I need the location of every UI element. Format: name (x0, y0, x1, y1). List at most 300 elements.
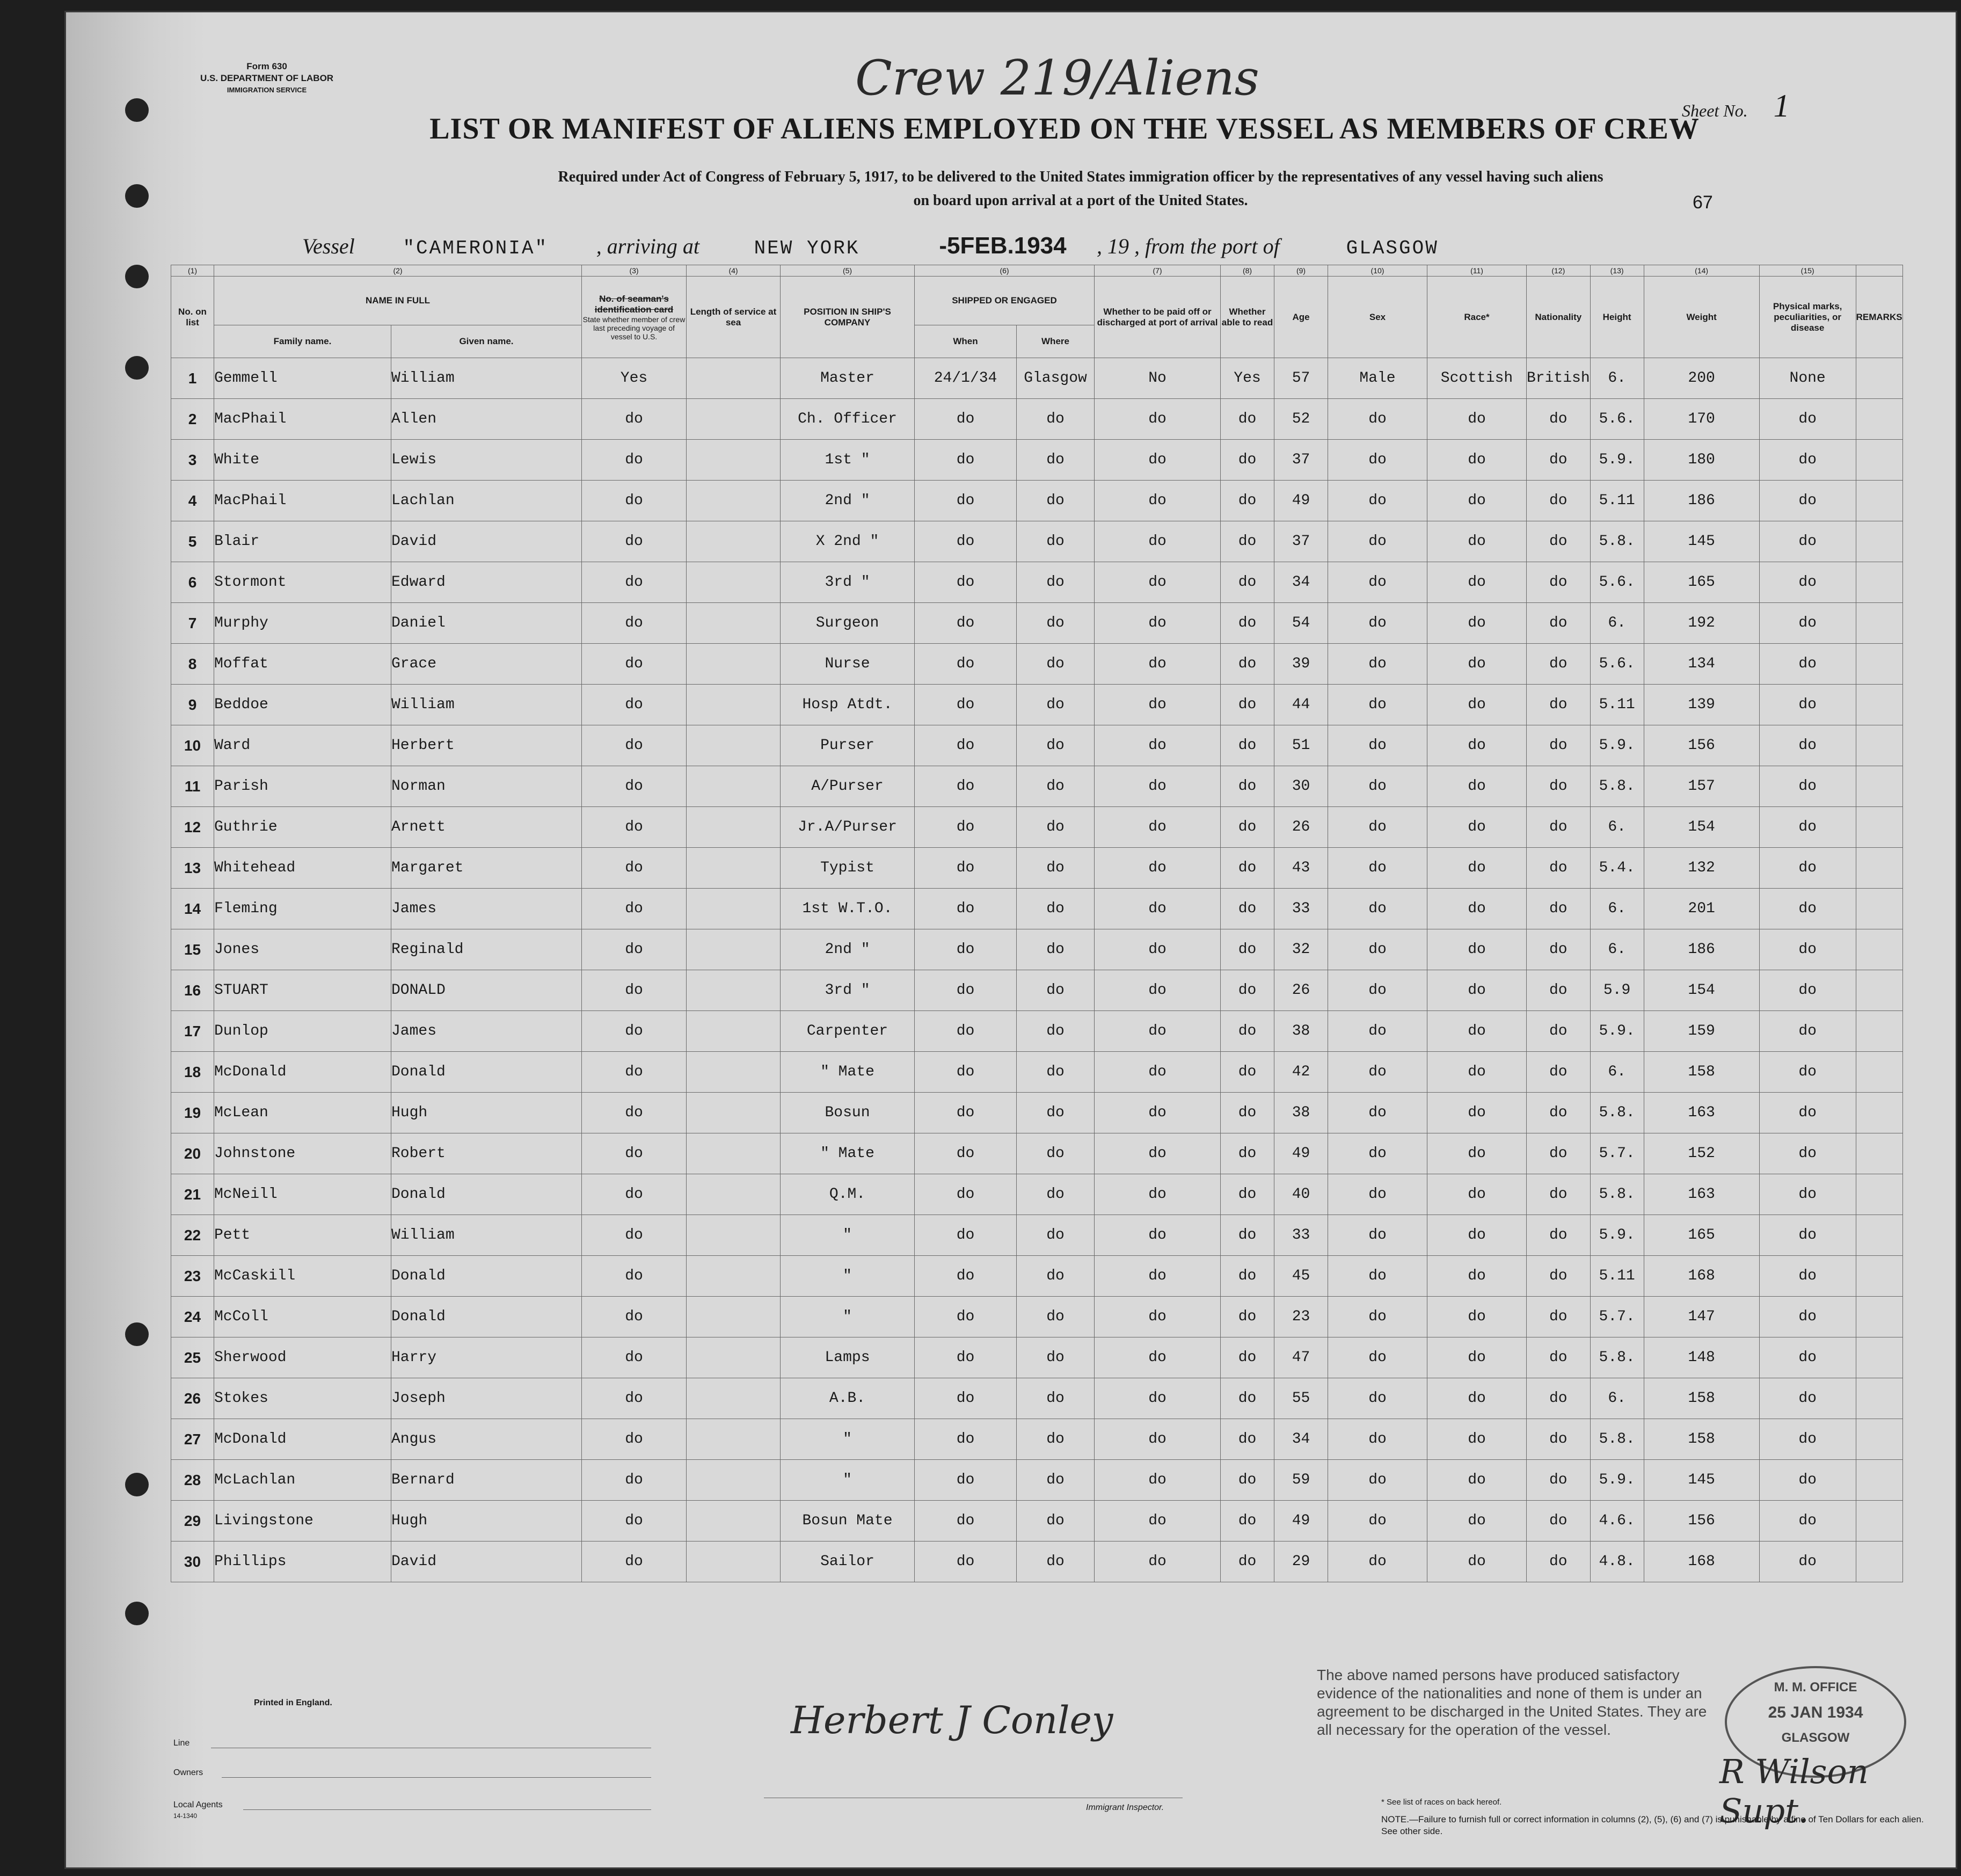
col-num-5: (5) (781, 265, 915, 277)
inspector-title: Immigrant Inspector. (1086, 1803, 1164, 1812)
race-cell: do (1427, 1215, 1527, 1256)
position-cell: 3rd " (781, 562, 915, 603)
position-cell: 2nd " (781, 481, 915, 521)
height-cell: 4.8. (1590, 1541, 1644, 1582)
physical-marks-cell: do (1759, 929, 1856, 970)
weight-cell: 139 (1644, 685, 1759, 725)
height-cell: 5.9 (1590, 970, 1644, 1011)
sex-cell: do (1328, 807, 1427, 848)
header-remarks: REMARKS (1856, 277, 1902, 358)
remarks-cell (1856, 521, 1902, 562)
position-cell: Bosun Mate (781, 1501, 915, 1541)
able-to-read-cell: do (1221, 644, 1274, 685)
line-label: Line (173, 1739, 190, 1748)
remarks-cell (1856, 929, 1902, 970)
shipped-when-cell: do (915, 440, 1017, 481)
race-cell: do (1427, 562, 1527, 603)
previous-voyage-cell: do (582, 1133, 687, 1174)
height-cell: 5.11 (1590, 685, 1644, 725)
family-name-cell: Moffat (214, 644, 391, 685)
weight-cell: 163 (1644, 1174, 1759, 1215)
height-cell: 5.9. (1590, 1460, 1644, 1501)
length-of-service-cell (687, 889, 781, 929)
header-name-in-full: NAME IN FULL (214, 277, 582, 325)
height-cell: 6. (1590, 807, 1644, 848)
age-cell: 49 (1274, 1501, 1328, 1541)
given-name-cell: Margaret (391, 848, 582, 889)
from-label: , from the port of (1134, 234, 1280, 258)
position-cell: A.B. (781, 1378, 915, 1419)
weight-cell: 145 (1644, 1460, 1759, 1501)
shipped-where-cell: do (1017, 1378, 1095, 1419)
stamp-date: 25 JAN 1934 (1768, 1704, 1863, 1721)
family-name-cell: Guthrie (214, 807, 391, 848)
table-row (171, 440, 1903, 481)
family-name-cell: Blair (214, 521, 391, 562)
shipped-when-cell: do (915, 1052, 1017, 1093)
sex-cell: do (1328, 1133, 1427, 1174)
table-row (171, 358, 1903, 399)
paid-off-cell: do (1095, 1297, 1221, 1337)
race-cell: do (1427, 970, 1527, 1011)
paid-off-cell: do (1095, 685, 1221, 725)
length-of-service-cell (687, 1215, 781, 1256)
position-cell: Master (781, 358, 915, 399)
position-cell: A/Purser (781, 766, 915, 807)
crew-number-cell: 7 (171, 603, 214, 644)
family-name-cell: McColl (214, 1297, 391, 1337)
physical-marks-cell: do (1759, 1052, 1856, 1093)
table-row (171, 644, 1903, 685)
crew-number-cell: 30 (171, 1541, 214, 1582)
header-physical-marks: Physical marks, peculiarities, or disease (1759, 277, 1856, 358)
able-to-read-cell: do (1221, 1215, 1274, 1256)
physical-marks-cell: do (1759, 970, 1856, 1011)
punch-hole (125, 1602, 149, 1625)
nationality-cell: do (1527, 1215, 1591, 1256)
able-to-read-cell: do (1221, 1419, 1274, 1460)
paid-off-cell: do (1095, 1133, 1221, 1174)
shipped-when-cell: do (915, 889, 1017, 929)
height-cell: 5.4. (1590, 848, 1644, 889)
shipped-where-cell: do (1017, 1337, 1095, 1378)
physical-marks-cell: do (1759, 1460, 1856, 1501)
nationality-cell: do (1527, 1541, 1591, 1582)
race-cell: do (1427, 399, 1527, 440)
shipped-when-cell: do (915, 1460, 1017, 1501)
remarks-cell (1856, 399, 1902, 440)
weight-cell: 186 (1644, 929, 1759, 970)
sex-cell: do (1328, 725, 1427, 766)
family-name-cell: MacPhail (214, 399, 391, 440)
physical-marks-cell: do (1759, 1419, 1856, 1460)
vessel-name: "CAMERONIA" (403, 237, 549, 259)
crew-number-cell: 8 (171, 644, 214, 685)
able-to-read-cell: do (1221, 1133, 1274, 1174)
owners-label: Owners (173, 1768, 203, 1777)
weight-cell: 158 (1644, 1052, 1759, 1093)
col-num-4: (4) (687, 265, 781, 277)
remarks-cell (1856, 562, 1902, 603)
length-of-service-cell (687, 358, 781, 399)
position-cell: Purser (781, 725, 915, 766)
age-cell: 59 (1274, 1460, 1328, 1501)
col-num-10: (10) (1328, 265, 1427, 277)
nationality-cell: do (1527, 807, 1591, 848)
weight-cell: 154 (1644, 807, 1759, 848)
height-cell: 5.8. (1590, 766, 1644, 807)
remarks-cell (1856, 1501, 1902, 1541)
given-name-cell: Angus (391, 1419, 582, 1460)
paid-off-cell: do (1095, 1337, 1221, 1378)
year-label: , 19 (1097, 234, 1129, 258)
length-of-service-cell (687, 685, 781, 725)
given-name-cell: Herbert (391, 725, 582, 766)
race-cell: do (1427, 603, 1527, 644)
table-row (171, 603, 1903, 644)
weight-cell: 192 (1644, 603, 1759, 644)
length-of-service-cell (687, 1052, 781, 1093)
family-name-cell: McLachlan (214, 1460, 391, 1501)
col-num-1: (1) (171, 265, 214, 277)
previous-voyage-cell: do (582, 1501, 687, 1541)
remarks-cell (1856, 358, 1902, 399)
physical-marks-cell: do (1759, 1378, 1856, 1419)
race-cell: do (1427, 1133, 1527, 1174)
physical-marks-cell: do (1759, 1337, 1856, 1378)
sex-cell: do (1328, 929, 1427, 970)
given-name-cell: Arnett (391, 807, 582, 848)
length-of-service-cell (687, 399, 781, 440)
previous-voyage-cell: do (582, 1052, 687, 1093)
given-name-cell: James (391, 1011, 582, 1052)
previous-voyage-cell: do (582, 848, 687, 889)
crew-number-cell: 1 (171, 358, 214, 399)
sheet-number-label: Sheet No. (1682, 101, 1748, 120)
header-length-service: Length of service at sea (687, 277, 781, 358)
physical-marks-cell: do (1759, 603, 1856, 644)
crew-number-cell: 23 (171, 1256, 214, 1297)
header-family-name: Family name. (214, 325, 391, 358)
able-to-read-cell: do (1221, 521, 1274, 562)
table-row (171, 725, 1903, 766)
given-name-cell: William (391, 1215, 582, 1256)
paid-off-cell: do (1095, 807, 1221, 848)
nationality-cell: do (1527, 440, 1591, 481)
age-cell: 26 (1274, 970, 1328, 1011)
penalty-note: NOTE.—Failure to furnish full or correct information in columns (2), (5), (6) and (7) is punishable by a fine of Ten Dollars for each alien. See other side. (1381, 1814, 1924, 1836)
header-weight: Weight (1644, 277, 1759, 358)
remarks-cell (1856, 1460, 1902, 1501)
age-cell: 55 (1274, 1378, 1328, 1419)
position-cell: " Mate (781, 1133, 915, 1174)
sex-cell: do (1328, 1093, 1427, 1133)
previous-voyage-cell: do (582, 1337, 687, 1378)
col-num-14: (14) (1644, 265, 1759, 277)
age-cell: 54 (1274, 603, 1328, 644)
family-name-cell: McLean (214, 1093, 391, 1133)
shipped-when-cell: do (915, 603, 1017, 644)
crew-number-cell: 5 (171, 521, 214, 562)
able-to-read-cell: do (1221, 725, 1274, 766)
paid-off-cell: do (1095, 1501, 1221, 1541)
shipped-where-cell: do (1017, 1011, 1095, 1052)
nationality-cell: do (1527, 399, 1591, 440)
family-name-cell: Stokes (214, 1378, 391, 1419)
able-to-read-cell: do (1221, 399, 1274, 440)
family-name-cell: Murphy (214, 603, 391, 644)
family-name-cell: McDonald (214, 1419, 391, 1460)
table-row (171, 929, 1903, 970)
weight-cell: 156 (1644, 725, 1759, 766)
weight-cell: 168 (1644, 1541, 1759, 1582)
race-cell: do (1427, 1093, 1527, 1133)
length-of-service-cell (687, 725, 781, 766)
table-row (171, 1419, 1903, 1460)
able-to-read-cell: do (1221, 440, 1274, 481)
position-cell: X 2nd " (781, 521, 915, 562)
crew-number-cell: 13 (171, 848, 214, 889)
crew-number-cell: 28 (171, 1460, 214, 1501)
sex-cell: do (1328, 1215, 1427, 1256)
physical-marks-cell: do (1759, 1093, 1856, 1133)
length-of-service-cell (687, 1501, 781, 1541)
header-when: When (915, 325, 1017, 358)
weight-cell: 148 (1644, 1337, 1759, 1378)
family-name-cell: Parish (214, 766, 391, 807)
height-cell: 5.9. (1590, 1011, 1644, 1052)
family-name-cell: Johnstone (214, 1133, 391, 1174)
physical-marks-cell: do (1759, 1215, 1856, 1256)
position-cell: Jr.A/Purser (781, 807, 915, 848)
remarks-cell (1856, 1419, 1902, 1460)
previous-voyage-cell: do (582, 1419, 687, 1460)
remarks-cell (1856, 603, 1902, 644)
able-to-read-cell: Yes (1221, 358, 1274, 399)
page-title: LIST OR MANIFEST OF ALIENS EMPLOYED ON THE VESSEL AS MEMBERS OF CREW (429, 112, 1700, 146)
shipped-where-cell: do (1017, 929, 1095, 970)
length-of-service-cell (687, 1093, 781, 1133)
shipped-where-cell: do (1017, 1093, 1095, 1133)
shipped-when-cell: do (915, 399, 1017, 440)
physical-marks-cell: do (1759, 807, 1856, 848)
crew-number-cell: 24 (171, 1297, 214, 1337)
able-to-read-cell: do (1221, 807, 1274, 848)
height-cell: 5.6. (1590, 399, 1644, 440)
sex-cell: do (1328, 1541, 1427, 1582)
height-cell: 5.6. (1590, 644, 1644, 685)
nationality-cell: do (1527, 725, 1591, 766)
weight-cell: 147 (1644, 1297, 1759, 1337)
physical-marks-cell: do (1759, 1297, 1856, 1337)
given-name-cell: Robert (391, 1133, 582, 1174)
table-row (171, 1011, 1903, 1052)
shipped-where-cell: do (1017, 1052, 1095, 1093)
family-name-cell: Stormont (214, 562, 391, 603)
family-name-cell: McDonald (214, 1052, 391, 1093)
paid-off-cell: do (1095, 440, 1221, 481)
previous-voyage-cell: do (582, 644, 687, 685)
height-cell: 6. (1590, 1378, 1644, 1419)
shipped-where-cell: do (1017, 1174, 1095, 1215)
shipped-where-cell: do (1017, 889, 1095, 929)
crew-number-cell: 14 (171, 889, 214, 929)
position-cell: 1st W.T.O. (781, 889, 915, 929)
remarks-cell (1856, 1297, 1902, 1337)
length-of-service-cell (687, 562, 781, 603)
age-cell: 29 (1274, 1541, 1328, 1582)
subtitle-line-2: on board upon arrival at a port of the United States. (913, 192, 1248, 209)
nationality-cell: do (1527, 521, 1591, 562)
previous-voyage-cell: do (582, 562, 687, 603)
height-cell: 5.9. (1590, 440, 1644, 481)
family-name-cell: Sherwood (214, 1337, 391, 1378)
crew-number-cell: 2 (171, 399, 214, 440)
physical-marks-cell: do (1759, 1011, 1856, 1052)
shipped-when-cell: do (915, 1093, 1017, 1133)
nationality-cell: do (1527, 562, 1591, 603)
previous-voyage-cell: do (582, 440, 687, 481)
position-cell: Nurse (781, 644, 915, 685)
previous-voyage-cell: do (582, 1011, 687, 1052)
family-name-cell: Fleming (214, 889, 391, 929)
sex-cell: do (1328, 685, 1427, 725)
shipped-where-cell: do (1017, 1297, 1095, 1337)
able-to-read-cell: do (1221, 1052, 1274, 1093)
previous-voyage-cell: do (582, 1174, 687, 1215)
shipped-where-cell: do (1017, 603, 1095, 644)
length-of-service-cell (687, 929, 781, 970)
shipped-when-cell: do (915, 1501, 1017, 1541)
position-cell: " (781, 1256, 915, 1297)
given-name-cell: DONALD (391, 970, 582, 1011)
shipped-when-cell: do (915, 1174, 1017, 1215)
height-cell: 6. (1590, 1052, 1644, 1093)
previous-voyage-cell: do (582, 889, 687, 929)
able-to-read-cell: do (1221, 1297, 1274, 1337)
able-to-read-cell: do (1221, 1011, 1274, 1052)
family-name-cell: Pett (214, 1215, 391, 1256)
table-row (171, 807, 1903, 848)
sex-cell: do (1328, 1419, 1427, 1460)
position-cell: " (781, 1419, 915, 1460)
remarks-cell (1856, 644, 1902, 685)
family-name-cell: Livingstone (214, 1501, 391, 1541)
age-cell: 51 (1274, 725, 1328, 766)
weight-cell: 156 (1644, 1501, 1759, 1541)
remarks-cell (1856, 848, 1902, 889)
family-name-cell: White (214, 440, 391, 481)
shipped-when-cell: do (915, 1133, 1017, 1174)
height-cell: 5.9. (1590, 1215, 1644, 1256)
able-to-read-cell: do (1221, 603, 1274, 644)
header-paid-off: Whether to be paid off or discharged at port of arrival (1095, 277, 1221, 358)
nationality-cell: do (1527, 889, 1591, 929)
paid-off-cell: do (1095, 1256, 1221, 1297)
nationality-cell: do (1527, 1460, 1591, 1501)
given-name-cell: Donald (391, 1052, 582, 1093)
crew-number-cell: 29 (171, 1501, 214, 1541)
table-row (171, 1460, 1903, 1501)
paid-off-cell: No (1095, 358, 1221, 399)
shipped-where-cell: do (1017, 848, 1095, 889)
able-to-read-cell: do (1221, 1501, 1274, 1541)
table-row (171, 562, 1903, 603)
age-cell: 37 (1274, 440, 1328, 481)
given-name-cell: Joseph (391, 1378, 582, 1419)
physical-marks-cell: do (1759, 1541, 1856, 1582)
age-cell: 39 (1274, 644, 1328, 685)
sex-cell: do (1328, 1297, 1427, 1337)
remarks-cell (1856, 1378, 1902, 1419)
age-cell: 44 (1274, 685, 1328, 725)
given-name-cell: Norman (391, 766, 582, 807)
shipped-where-cell: do (1017, 1256, 1095, 1297)
previous-voyage-cell: do (582, 603, 687, 644)
page-subtitle (383, 165, 1778, 213)
family-name-cell: Jones (214, 929, 391, 970)
height-cell: 5.8. (1590, 1419, 1644, 1460)
shipped-where-cell: do (1017, 766, 1095, 807)
physical-marks-cell: do (1759, 1174, 1856, 1215)
paid-off-cell: do (1095, 481, 1221, 521)
paid-off-cell: do (1095, 1541, 1221, 1582)
col-num-15: (15) (1759, 265, 1856, 277)
nationality-cell: do (1527, 1256, 1591, 1297)
header-given-name: Given name. (391, 325, 582, 358)
race-cell: do (1427, 1337, 1527, 1378)
length-of-service-cell (687, 1378, 781, 1419)
table-row (171, 848, 1903, 889)
position-cell: 1st " (781, 440, 915, 481)
remarks-cell (1856, 1337, 1902, 1378)
paid-off-cell: do (1095, 1460, 1221, 1501)
given-name-cell: Grace (391, 644, 582, 685)
physical-marks-cell: do (1759, 440, 1856, 481)
physical-marks-cell: None (1759, 358, 1856, 399)
crew-number-cell: 12 (171, 807, 214, 848)
race-cell: do (1427, 1256, 1527, 1297)
sheet-number: 1 (1773, 88, 1790, 123)
header-where: Where (1017, 325, 1095, 358)
able-to-read-cell: do (1221, 1256, 1274, 1297)
table-row (171, 399, 1903, 440)
physical-marks-cell: do (1759, 1501, 1856, 1541)
remarks-cell (1856, 889, 1902, 929)
header-height: Height (1590, 277, 1644, 358)
height-cell: 5.7. (1590, 1297, 1644, 1337)
previous-voyage-cell: do (582, 1093, 687, 1133)
paid-off-cell: do (1095, 603, 1221, 644)
previous-voyage-cell: do (582, 929, 687, 970)
nationality-cell: do (1527, 929, 1591, 970)
table-row (171, 1174, 1903, 1215)
remarks-cell (1856, 1215, 1902, 1256)
col-num-9: (9) (1274, 265, 1328, 277)
height-cell: 5.11 (1590, 481, 1644, 521)
position-cell: Ch. Officer (781, 399, 915, 440)
shipped-when-cell: do (915, 1011, 1017, 1052)
sex-cell: do (1328, 399, 1427, 440)
paid-off-cell: do (1095, 1419, 1221, 1460)
race-cell: do (1427, 1419, 1527, 1460)
nationality-cell: do (1527, 1337, 1591, 1378)
nationality-cell: do (1527, 1297, 1591, 1337)
previous-voyage-cell: do (582, 807, 687, 848)
given-name-cell: Donald (391, 1297, 582, 1337)
given-name-cell: Daniel (391, 603, 582, 644)
crew-number-cell: 10 (171, 725, 214, 766)
